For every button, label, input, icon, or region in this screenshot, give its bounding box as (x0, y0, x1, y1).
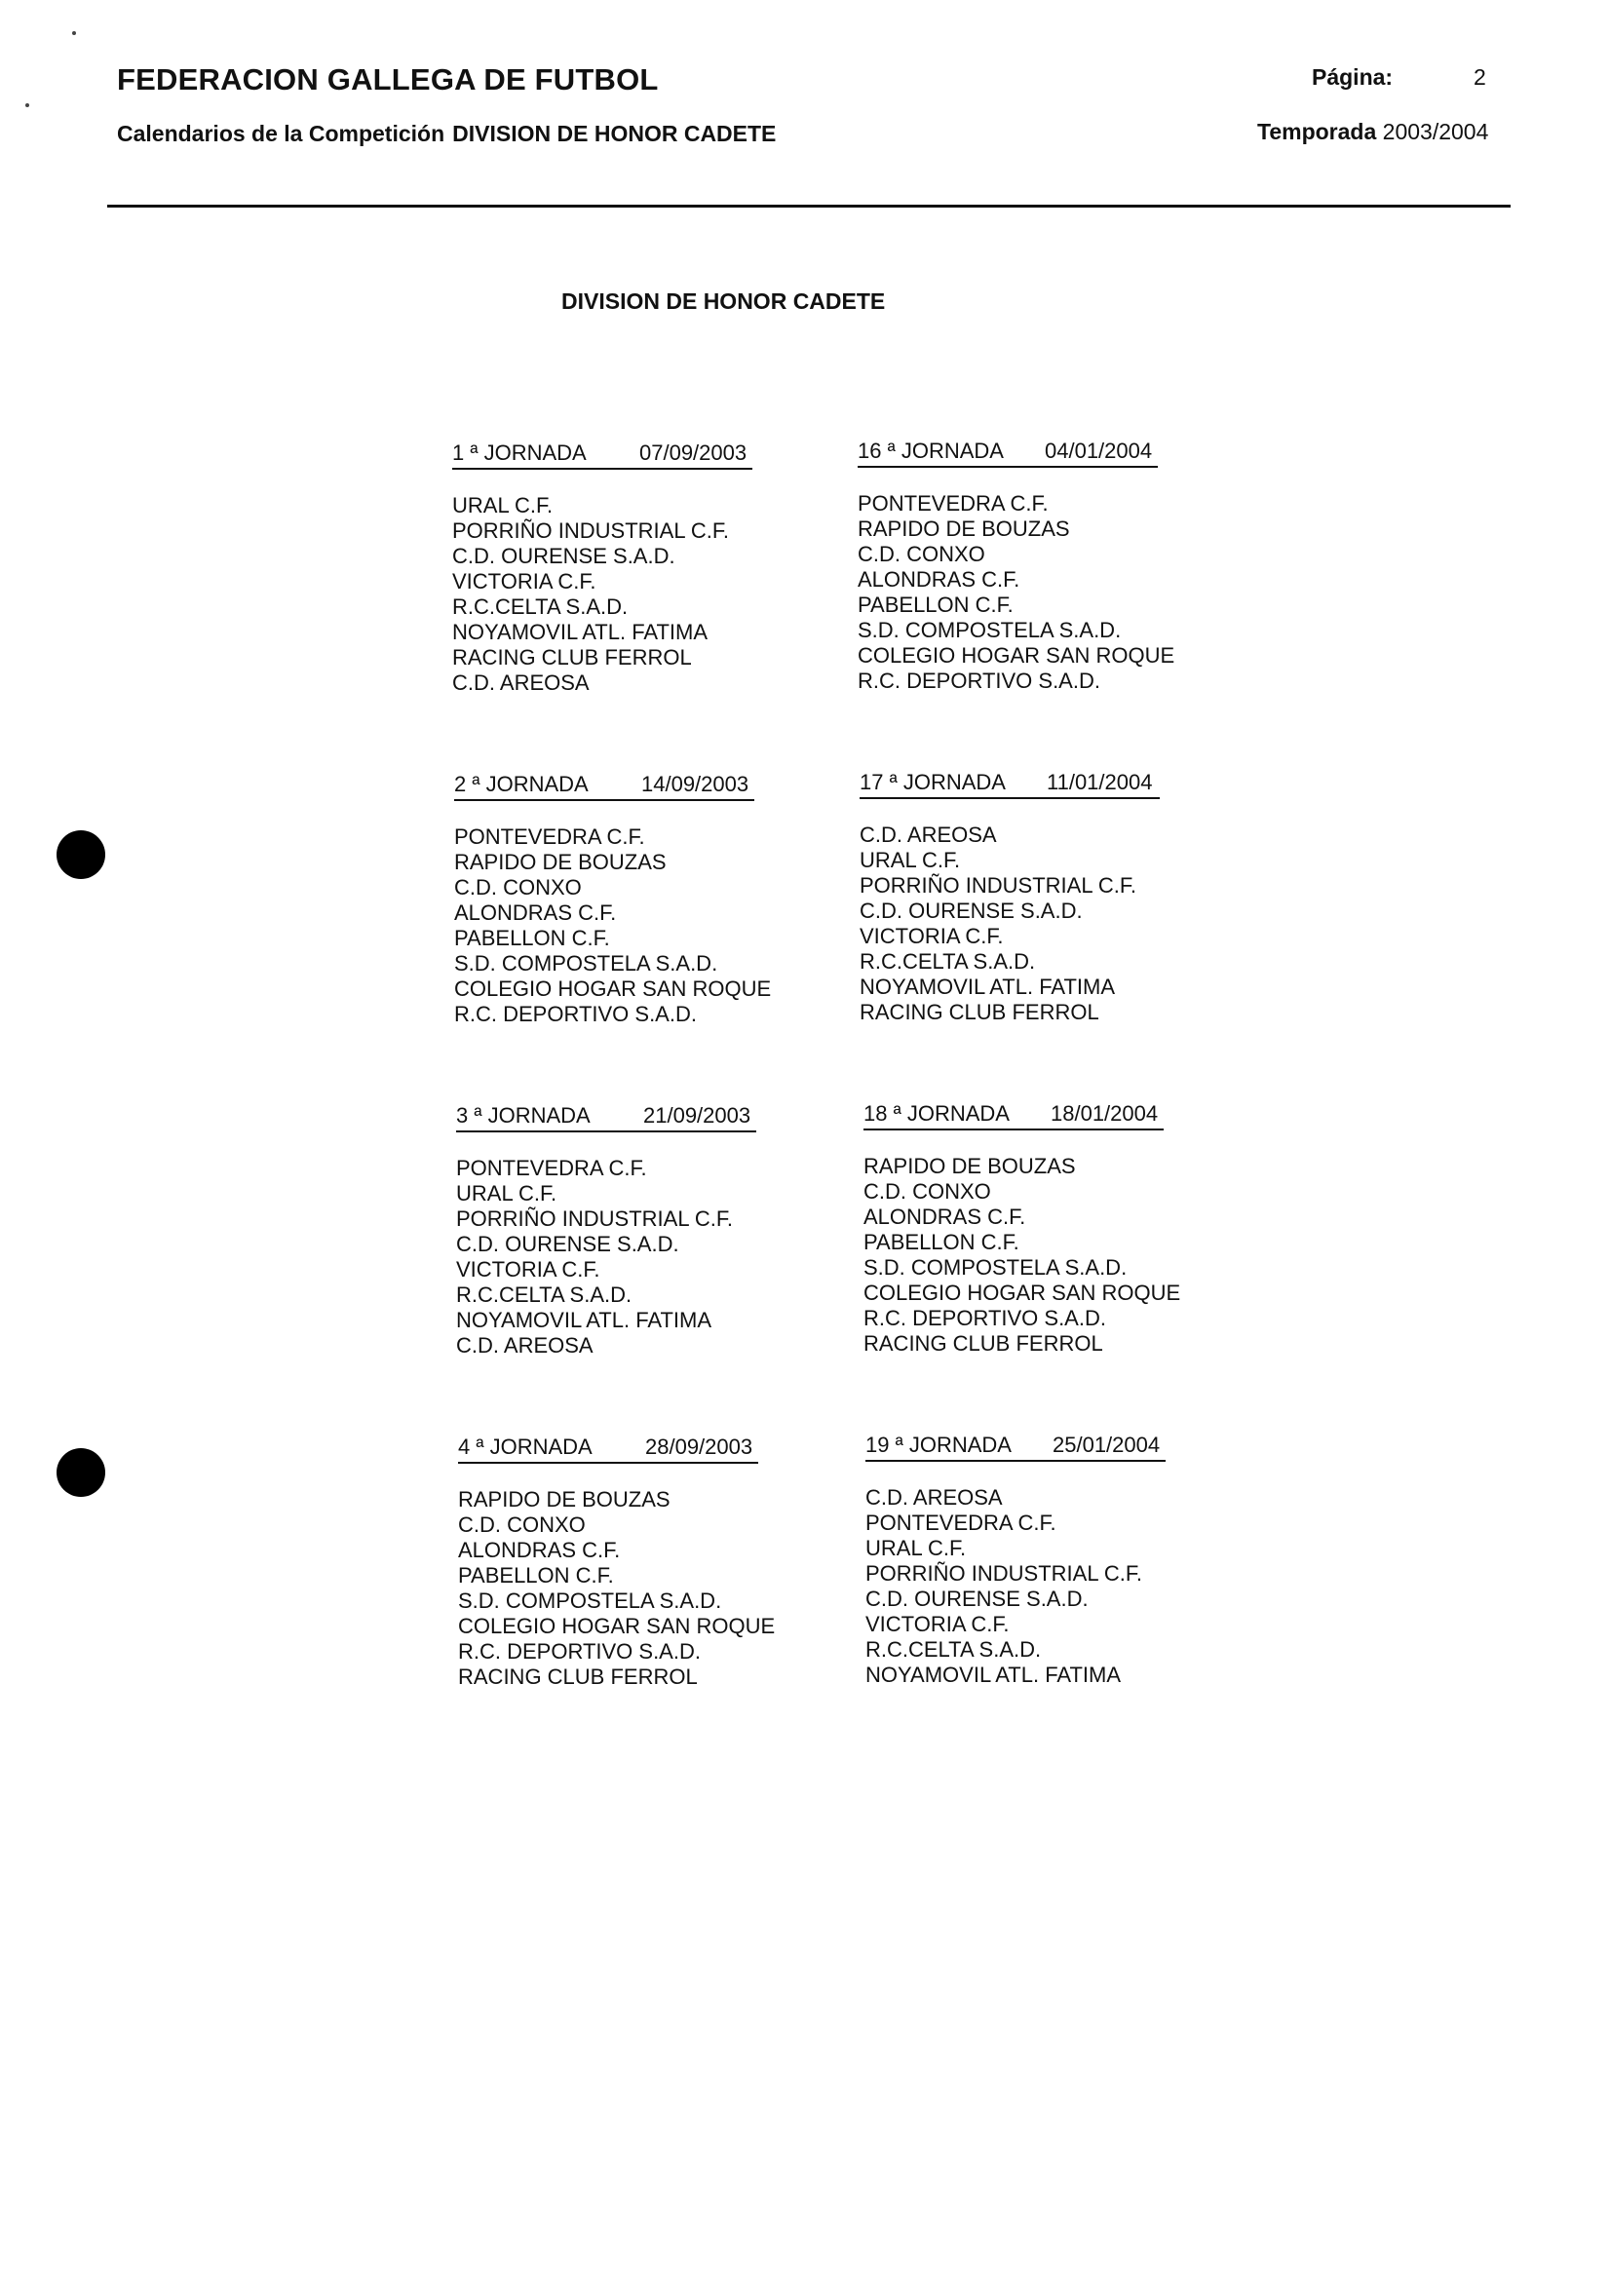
team-name: S.D. COMPOSTELA S.A.D. (458, 1588, 722, 1613)
team-name: PORRIÑO INDUSTRIAL C.F. (860, 873, 1136, 898)
round-block (456, 1103, 826, 1358)
team-name: COLEGIO HOGAR SAN ROQUE (458, 1614, 776, 1638)
round-header (458, 1435, 828, 1464)
team-name: RACING CLUB FERROL (863, 1331, 1103, 1356)
team-name: C.D. CONXO (458, 1512, 586, 1537)
team-name: C.D. AREOSA (456, 1333, 594, 1358)
round-date: 18/01/2004 (1051, 1101, 1159, 1126)
team-name: URAL C.F. (865, 1536, 967, 1560)
team-name: R.C.CELTA S.A.D. (452, 594, 629, 619)
team-name: S.D. COMPOSTELA S.A.D. (858, 618, 1122, 642)
team-name: RACING CLUB FERROL (860, 1000, 1099, 1024)
round-header (858, 439, 1228, 468)
team-list (458, 1487, 828, 1690)
round-underline (458, 1462, 758, 1464)
team-name: R.C.CELTA S.A.D. (860, 949, 1036, 974)
team-name: PABELLON C.F. (863, 1230, 1019, 1254)
scan-speck (72, 31, 76, 35)
team-list (865, 1485, 1236, 1688)
round-number: 3 ª JORNADA (456, 1103, 591, 1128)
team-name: S.D. COMPOSTELA S.A.D. (863, 1255, 1128, 1280)
team-name: RACING CLUB FERROL (458, 1665, 698, 1689)
team-name: C.D. AREOSA (865, 1485, 1003, 1510)
season (1257, 119, 1488, 145)
round-header (456, 1103, 826, 1132)
round-header (452, 440, 823, 470)
team-name: C.D. CONXO (454, 875, 582, 899)
page-title: DIVISION DE HONOR CADETE (561, 288, 886, 314)
team-list (863, 1154, 1234, 1357)
season-label: Temporada (1257, 119, 1377, 144)
page-number: 2 (1474, 64, 1486, 90)
round-block (863, 1101, 1234, 1357)
punch-hole (57, 830, 105, 879)
round-header (863, 1101, 1234, 1130)
team-name: NOYAMOVIL ATL. FATIMA (860, 975, 1116, 999)
team-name: C.D. OURENSE S.A.D. (452, 544, 675, 568)
team-name: COLEGIO HOGAR SAN ROQUE (454, 976, 772, 1001)
round-block (458, 1435, 828, 1690)
round-block (860, 770, 1230, 1025)
team-name: NOYAMOVIL ATL. FATIMA (865, 1663, 1122, 1687)
round-date: 21/09/2003 (643, 1103, 751, 1128)
round-number: 16 ª JORNADA (858, 439, 1004, 463)
round-number: 19 ª JORNADA (865, 1433, 1012, 1457)
team-name: RAPIDO DE BOUZAS (454, 850, 667, 874)
competition-name: DIVISION DE HONOR CADETE (452, 121, 777, 146)
team-name: R.C. DEPORTIVO S.A.D. (858, 669, 1100, 693)
team-name: PORRIÑO INDUSTRIAL C.F. (865, 1561, 1142, 1586)
team-name: PONTEVEDRA C.F. (454, 824, 645, 849)
round-date: 25/01/2004 (1053, 1433, 1161, 1457)
team-name: C.D. CONXO (858, 542, 985, 566)
team-name: PONTEVEDRA C.F. (456, 1156, 647, 1180)
team-list (858, 491, 1228, 694)
team-name: PORRIÑO INDUSTRIAL C.F. (452, 518, 729, 543)
team-name: S.D. COMPOSTELA S.A.D. (454, 951, 718, 976)
team-name: PABELLON C.F. (458, 1563, 614, 1588)
round-header (454, 772, 824, 801)
round-block (452, 440, 823, 696)
team-name: VICTORIA C.F. (456, 1257, 600, 1282)
team-list (456, 1156, 826, 1358)
team-name: PONTEVEDRA C.F. (865, 1511, 1056, 1535)
round-underline (860, 797, 1160, 799)
round-block (858, 439, 1228, 694)
round-date: 11/01/2004 (1047, 770, 1153, 794)
round-number: 18 ª JORNADA (863, 1101, 1010, 1126)
team-name: URAL C.F. (456, 1181, 557, 1205)
round-number: 4 ª JORNADA (458, 1435, 593, 1459)
team-name: C.D. OURENSE S.A.D. (865, 1587, 1089, 1611)
team-name: R.C. DEPORTIVO S.A.D. (458, 1639, 701, 1664)
team-list (860, 823, 1230, 1025)
team-name: RACING CLUB FERROL (452, 645, 692, 670)
team-name: R.C. DEPORTIVO S.A.D. (863, 1306, 1106, 1330)
team-name: R.C.CELTA S.A.D. (865, 1637, 1042, 1662)
team-name: VICTORIA C.F. (865, 1612, 1010, 1636)
federation-title: FEDERACION GALLEGA DE FUTBOL (117, 62, 659, 96)
round-number: 2 ª JORNADA (454, 772, 589, 796)
round-underline (863, 1129, 1164, 1130)
team-name: C.D. AREOSA (860, 823, 997, 847)
round-block (454, 772, 824, 1027)
team-name: ALONDRAS C.F. (858, 567, 1020, 592)
round-underline (865, 1460, 1166, 1462)
header-divider (107, 205, 1511, 208)
round-number: 1 ª JORNADA (452, 440, 587, 465)
team-name: R.C.CELTA S.A.D. (456, 1282, 632, 1307)
round-underline (456, 1130, 756, 1132)
team-name: COLEGIO HOGAR SAN ROQUE (858, 643, 1175, 668)
team-name: VICTORIA C.F. (452, 569, 596, 593)
team-name: COLEGIO HOGAR SAN ROQUE (863, 1281, 1181, 1305)
team-name: ALONDRAS C.F. (454, 900, 617, 925)
team-name: RAPIDO DE BOUZAS (458, 1487, 671, 1512)
round-underline (452, 468, 752, 470)
team-name: RAPIDO DE BOUZAS (858, 517, 1070, 541)
round-number: 17 ª JORNADA (860, 770, 1006, 794)
team-name: PABELLON C.F. (858, 593, 1014, 617)
punch-hole (57, 1448, 105, 1497)
page-label: Página: (1312, 64, 1394, 90)
team-name: C.D. OURENSE S.A.D. (456, 1232, 679, 1256)
round-date: 07/09/2003 (639, 440, 748, 465)
team-list (452, 493, 823, 696)
team-name: C.D. OURENSE S.A.D. (860, 899, 1083, 923)
team-list (454, 824, 824, 1027)
round-date: 28/09/2003 (645, 1435, 753, 1459)
round-date: 04/01/2004 (1045, 439, 1153, 463)
team-name: ALONDRAS C.F. (863, 1205, 1026, 1229)
subtitle-text: Calendarios de la Competición (117, 121, 445, 146)
team-name: NOYAMOVIL ATL. FATIMA (456, 1308, 712, 1332)
team-name: C.D. CONXO (863, 1179, 991, 1204)
team-name: PABELLON C.F. (454, 926, 610, 950)
team-name: URAL C.F. (860, 848, 961, 872)
round-header (860, 770, 1230, 799)
round-header (865, 1433, 1236, 1462)
team-name: ALONDRAS C.F. (458, 1538, 621, 1562)
team-name: RAPIDO DE BOUZAS (863, 1154, 1076, 1178)
round-underline (454, 799, 754, 801)
season-value: 2003/2004 (1382, 119, 1489, 144)
team-name: URAL C.F. (452, 493, 554, 517)
team-name: R.C. DEPORTIVO S.A.D. (454, 1002, 697, 1026)
round-underline (858, 466, 1158, 468)
round-block (865, 1433, 1236, 1688)
header-subtitle (117, 121, 776, 147)
team-name: VICTORIA C.F. (860, 924, 1004, 948)
team-name: NOYAMOVIL ATL. FATIMA (452, 620, 709, 644)
team-name: PORRIÑO INDUSTRIAL C.F. (456, 1206, 733, 1231)
round-date: 14/09/2003 (641, 772, 749, 796)
team-name: PONTEVEDRA C.F. (858, 491, 1049, 516)
team-name: C.D. AREOSA (452, 670, 590, 695)
scan-speck (25, 103, 29, 107)
